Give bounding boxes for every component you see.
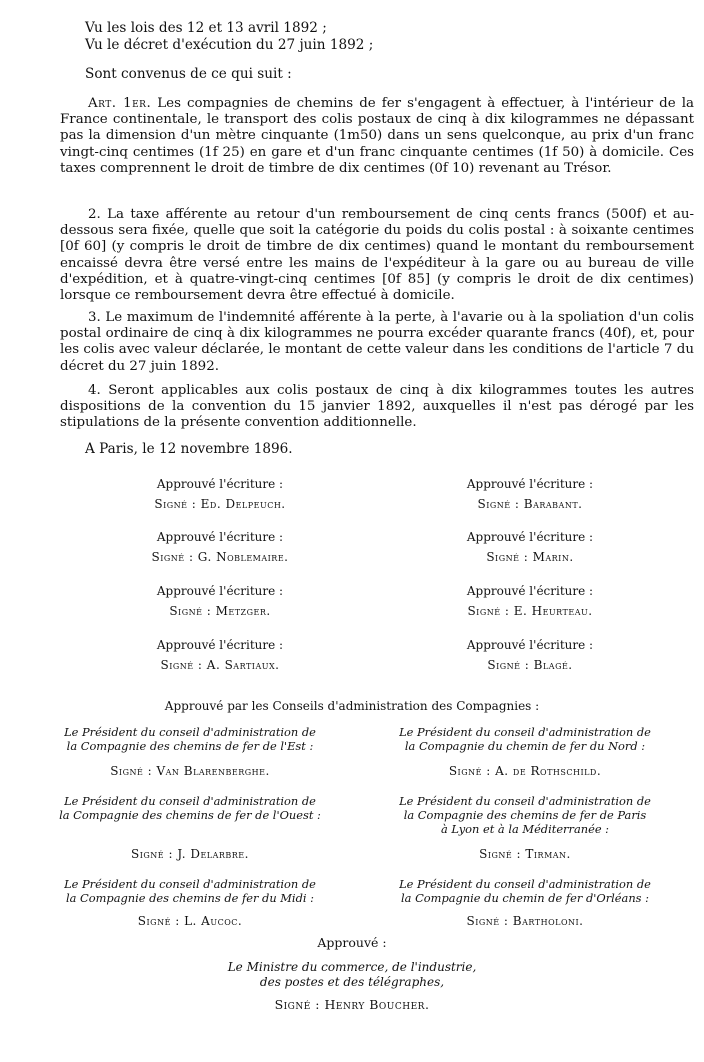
- article-3: 3. Le maximum de l'indemnité afférente à la perte, à l'avarie ou à la spoliation d'un colis postal ordinaire de cinq à dix kilogrammes ne pourra excéder quarante francs (40f), et, pour les colis avec valeur déclarée, le montant de cette valeur dans les conditions de l'article 7 du décret du 27 juin 1892.: [60, 310, 694, 374]
- approval-label: Approuvé l'écriture :: [466, 477, 594, 491]
- president-company: la Compagnie des chemins de fer de l'Est :: [66, 739, 314, 753]
- approval-signature: Signé : Blagé.: [487, 658, 573, 672]
- president-company: la Compagnie des chemins de fer de l'Ouest :: [59, 808, 321, 822]
- president-signature: Signé : Van Blarenberghe.: [110, 764, 270, 778]
- president-signature: Signé : L. Aucoc.: [137, 914, 243, 928]
- article-4: 4. Seront applicables aux colis postaux de cinq à dix kilogrammes toutes les autres dispositions de la convention du 15 janvier 1892, auxquelles il n'est pas dérogé par les stipulations de la présente convention additionnelle.: [60, 383, 694, 431]
- approval-label: Approuvé l'écriture :: [156, 584, 284, 598]
- president-line: Le Président du conseil d'administration de: [399, 725, 651, 739]
- approval-label: Approuvé l'écriture :: [156, 638, 284, 652]
- approval-signature: Signé : Marin.: [486, 550, 574, 564]
- president-line: Le Président du conseil d'administration de: [64, 877, 316, 891]
- president-signature: Signé : Tirman.: [479, 847, 571, 861]
- minister-title-line-1: Le Ministre du commerce, de l'industrie,: [227, 960, 477, 974]
- approval-label: Approuvé l'écriture :: [466, 530, 594, 544]
- president-signature: Signé : A. de Rothschild.: [448, 764, 602, 778]
- preamble-line-2: Vu le décret d'exécution du 27 juin 1892 ;: [85, 37, 374, 53]
- president-signature: Signé : J. Delarbre.: [131, 847, 249, 861]
- president-company: à Lyon et à la Méditerranée :: [440, 822, 610, 836]
- article-1: [60, 96, 694, 177]
- approval-label: Approuvé l'écriture :: [466, 584, 594, 598]
- president-line: Le Président du conseil d'administration de: [64, 725, 316, 739]
- preamble-line-3: Sont convenus de ce qui suit :: [85, 66, 292, 82]
- date-line: A Paris, le 12 novembre 1896.: [85, 441, 293, 457]
- president-line: Le Président du conseil d'administration de: [64, 794, 316, 808]
- approval-signature: Signé : Ed. Delpeuch.: [154, 497, 286, 511]
- minister-title-line-2: des postes et des télégraphes,: [259, 975, 445, 989]
- approval-label: Approuvé l'écriture :: [156, 477, 284, 491]
- minister-signature: Signé : Henry Boucher.: [274, 997, 430, 1012]
- councils-heading: Approuvé par les Conseils d'administration des Compagnies :: [164, 699, 540, 713]
- president-company: la Compagnie des chemins de fer de Paris: [403, 808, 647, 822]
- article-1-label: Art. 1er.: [88, 96, 152, 111]
- president-line: Le Président du conseil d'administration de: [399, 877, 651, 891]
- president-company: la Compagnie du chemin de fer du Nord :: [404, 739, 646, 753]
- approval-signature: Signé : A. Sartiaux.: [160, 658, 280, 672]
- approval-label: Approuvé l'écriture :: [156, 530, 284, 544]
- approval-signature: Signé : E. Heurteau.: [467, 604, 593, 618]
- minister-approved: Approuvé :: [317, 935, 387, 950]
- article-1-text: Les compagnies de chemins de fer s'engagent à effectuer, à l'intérieur de la France continentale, le transport des colis postaux de cinq à dix kilogrammes ne dépassant pas la dimension d'un mètre cinquante (1m50) dans un sens quelconque, au prix d'un franc vingt-cinq centimes (1f 25) en gare et d'un franc cinquante centimes (1f 50) à domicile. Ces taxes comprennent le droit de timbre de dix centimes (0f 10) revenant au Trésor.: [60, 96, 694, 176]
- preamble-line-1: Vu les lois des 12 et 13 avril 1892 ;: [85, 20, 327, 36]
- approval-signature: Signé : Metzger.: [169, 604, 271, 618]
- president-company: la Compagnie des chemins de fer du Midi :: [66, 891, 314, 905]
- approval-signature: Signé : G. Noblemaire.: [151, 550, 289, 564]
- article-2: 2. La taxe afférente au retour d'un remboursement de cinq cents francs (500f) et au-dessous sera fixée, quelle que soit la catégorie du poids du colis postal : à soixante centimes [0f 60] (y compris le droit de timbre de dix centimes) quand le montant du remboursement encaissé devra être versé entre les mains de l'expéditeur à la gare ou au bureau de ville d'expédition, et à quatre-vingt-cinq centimes [0f 85] (y compris le droit de dix centimes) lorsque ce remboursement devra être effectué à domicile.: [60, 207, 694, 304]
- president-line: Le Président du conseil d'administration de: [399, 794, 651, 808]
- president-company: la Compagnie du chemin de fer d'Orléans :: [401, 891, 649, 905]
- approval-label: Approuvé l'écriture :: [466, 638, 594, 652]
- president-signature: Signé : Bartholoni.: [466, 914, 584, 928]
- approval-signature: Signé : Barabant.: [477, 497, 583, 511]
